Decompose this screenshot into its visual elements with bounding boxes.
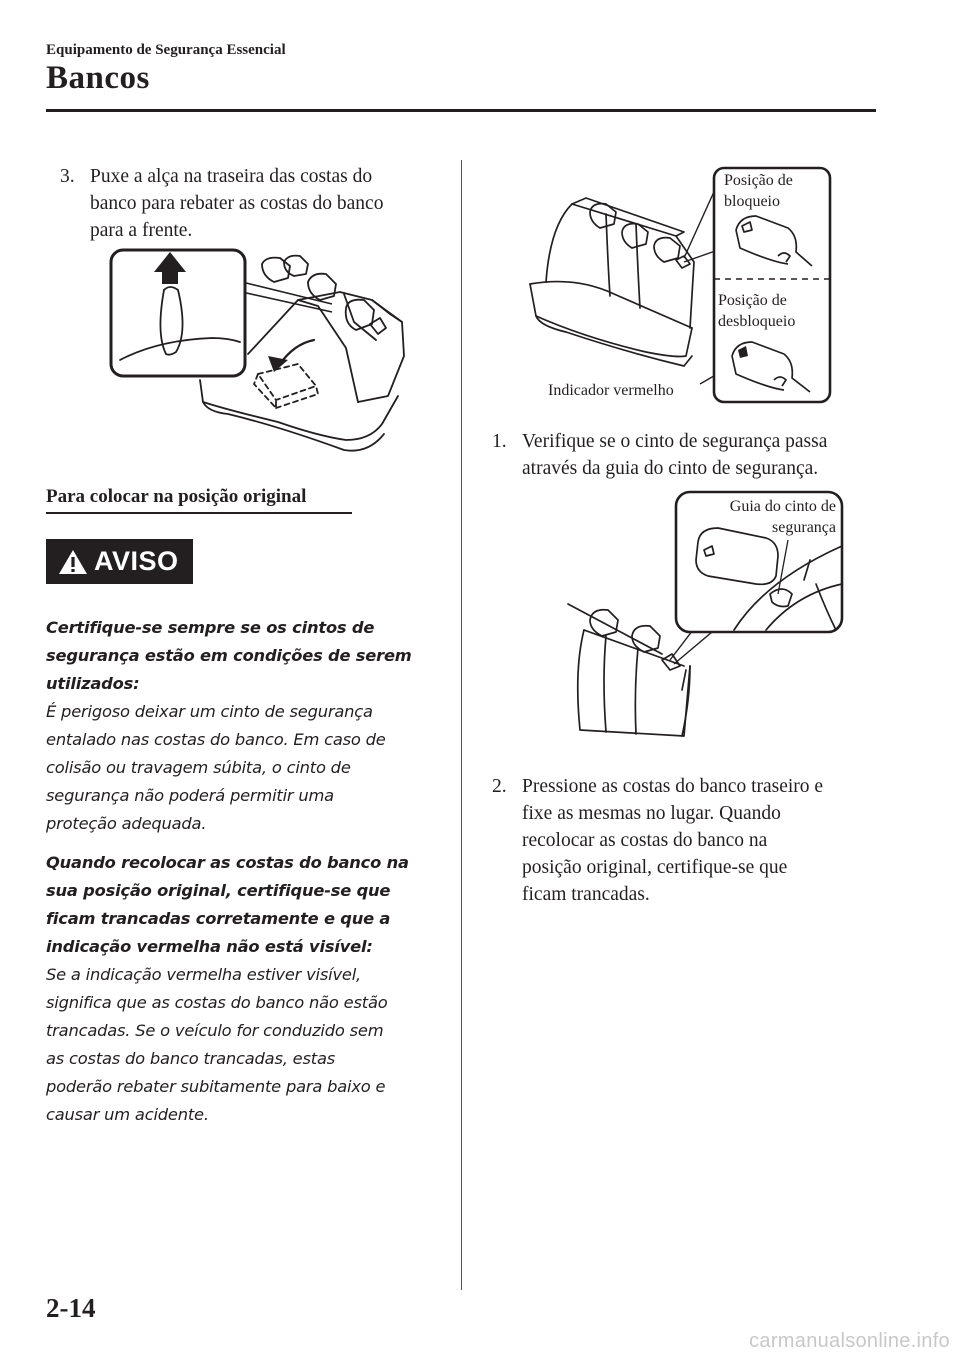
- step-number: 1.: [492, 431, 507, 452]
- step-1: [492, 428, 882, 484]
- warning-badge-label: AVISO: [94, 546, 179, 576]
- step-number: 3.: [60, 166, 75, 187]
- watermark: carmanualsonline.info: [749, 1330, 950, 1352]
- page-number: 2-14: [46, 1293, 96, 1323]
- red-indicator-label: Indicador vermelho: [548, 382, 674, 399]
- seatback-fold-illustration: [108, 244, 410, 466]
- sub-heading-rule: [46, 512, 352, 514]
- lock-position-label: Posição de bloqueio: [724, 172, 793, 210]
- step-2: [492, 773, 882, 913]
- title-rule: [46, 109, 876, 112]
- step-text: Verifique se o cinto de segurança passa através da guia do cinto de segurança.: [522, 431, 828, 479]
- step-text: Puxe a alça na traseira das costas do banco para rebater as costas do banco para a frente.: [90, 166, 384, 241]
- warning-paragraph-2: Quando recolocar as costas do banco na sua posição original, certifique-se que ficam trancadas corretamente e que a indicação vermelha não está visível: Se a indicação vermelha estiver visível, significa que as costas do banco não estão trancadas. Se o veículo for conduzido sem as costas do banco trancadas, estas poderão rebater subitamente para baixo e causar um acidente.: [46, 853, 409, 1124]
- warning-paragraph-1: Certifique-se sempre se os cintos de segurança estão em condições de serem utilizados: É perigoso deixar um cinto de segurança entalado nas costas do banco. Em caso de colisão ou travagem súbita, o cinto de segurança não poderá permitir uma proteção adequada.: [46, 618, 412, 833]
- belt-guide-label: Guia do cinto de segurança: [729, 498, 836, 536]
- page-title: Bancos: [46, 60, 150, 96]
- warning-triangle-icon: [58, 549, 88, 575]
- step-number: 2.: [492, 776, 507, 797]
- warning-badge: [46, 539, 193, 584]
- sub-heading: Para colocar na posição original: [46, 486, 307, 507]
- section-label: Equipamento de Segurança Essencial: [46, 42, 286, 58]
- step-3: [60, 163, 450, 245]
- step-text: Pressione as costas do banco traseiro e fixe as mesmas no lugar. Quando recolocar as costas do banco na posição original, certifique-se que ficam trancadas.: [522, 776, 824, 905]
- unlock-position-label: Posição de desbloqueio: [718, 292, 796, 330]
- column-divider: [461, 160, 462, 1290]
